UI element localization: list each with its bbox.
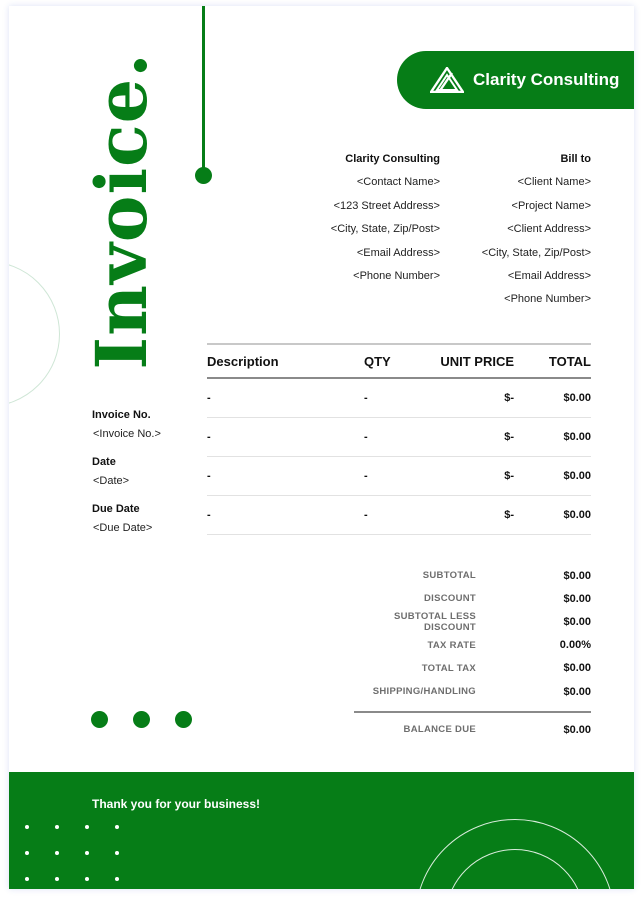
column-unit-price: UNIT PRICE — [440, 353, 514, 369]
totals-label: SUBTOTAL — [422, 570, 476, 582]
totals-value: $0.00 — [563, 569, 591, 582]
date-value: <Date> — [93, 475, 130, 487]
footer-band — [9, 772, 634, 889]
balance-due-row — [345, 718, 591, 741]
cell-qty: - — [364, 431, 368, 443]
dot — [175, 711, 192, 728]
decorative-dot-grid — [25, 825, 145, 881]
totals-value: $0.00 — [563, 685, 591, 698]
totals-label: SUBTOTAL LESS DISCOUNT — [393, 610, 476, 633]
totals-block — [345, 564, 591, 741]
triangle-logo-icon — [430, 67, 464, 93]
cell-total: $0.00 — [563, 431, 591, 443]
totals-row-tax-rate — [345, 634, 591, 657]
thank-you-message: Thank you for your business! — [92, 797, 261, 811]
bill-to-heading: Bill to — [560, 153, 591, 165]
totals-value: $0.00 — [563, 662, 591, 675]
bill-to-block — [459, 148, 591, 312]
column-qty: QTY — [364, 353, 391, 369]
brand-name: Clarity Consulting — [473, 70, 620, 89]
cell-unit-price: $- — [504, 509, 514, 521]
decorative-ring-left — [9, 261, 60, 407]
totals-row-discount — [345, 587, 591, 610]
cell-total: $0.00 — [563, 392, 591, 404]
table-row — [207, 457, 591, 496]
sender-line: <City, State, Zip/Post> — [330, 223, 440, 236]
sender-line: <123 Street Address> — [333, 199, 440, 212]
cell-description: - — [207, 392, 211, 404]
balance-due-label: BALANCE DUE — [403, 724, 476, 736]
cell-unit-price: $- — [504, 392, 514, 404]
totals-label: TOTAL TAX — [421, 662, 476, 674]
bill-to-line: <City, State, Zip/Post> — [481, 246, 591, 259]
bill-to-line: <Project Name> — [511, 199, 591, 212]
totals-row-subtotal — [345, 564, 591, 587]
column-description: Description — [207, 353, 279, 369]
decorative-vertical-line — [202, 6, 205, 174]
totals-value: $0.00 — [563, 615, 591, 628]
totals-row-subtotal-less-discount — [345, 610, 591, 633]
balance-rule — [354, 711, 591, 713]
sender-block — [309, 148, 440, 288]
line-items-table — [207, 343, 591, 535]
totals-row-total-tax — [345, 657, 591, 680]
table-header — [207, 345, 591, 377]
dot — [91, 711, 108, 728]
totals-value: $0.00 — [563, 592, 591, 605]
cell-total: $0.00 — [563, 470, 591, 482]
cell-unit-price: $- — [504, 470, 514, 482]
table-row — [207, 496, 591, 535]
cell-qty: - — [364, 392, 368, 404]
cell-description: - — [207, 431, 211, 443]
bill-to-line: <Client Name> — [517, 176, 591, 189]
totals-label: DISCOUNT — [423, 593, 476, 605]
due-date-label: Due Date — [92, 503, 140, 515]
bill-to-line: <Email Address> — [507, 270, 591, 283]
cell-description: - — [207, 470, 211, 482]
totals-label: TAX RATE — [427, 639, 476, 651]
decorative-line-dot — [195, 167, 212, 184]
date-label: Date — [92, 456, 116, 468]
sender-line: <Contact Name> — [356, 176, 440, 189]
title-container — [77, 46, 167, 376]
totals-label: SHIPPING/HANDLING — [372, 686, 476, 698]
invoice-title: Invoice. — [80, 52, 163, 370]
sender-line: <Phone Number> — [353, 270, 440, 283]
invoice-page — [9, 6, 634, 889]
table-row — [207, 379, 591, 418]
totals-value: 0.00% — [559, 639, 591, 652]
sender-heading: Clarity Consulting — [345, 153, 440, 165]
totals-row-shipping — [345, 680, 591, 703]
invoice-number-label: Invoice No. — [92, 409, 151, 421]
table-row — [207, 418, 591, 457]
due-date-value: <Due Date> — [93, 522, 153, 534]
sender-line: <Email Address> — [356, 246, 440, 259]
cell-qty: - — [364, 509, 368, 521]
dot — [133, 711, 150, 728]
invoice-number-value: <Invoice No.> — [93, 428, 161, 440]
cell-unit-price: $- — [504, 431, 514, 443]
cell-description: - — [207, 509, 211, 521]
brand-banner — [397, 51, 634, 109]
column-total: TOTAL — [548, 353, 591, 369]
cell-qty: - — [364, 470, 368, 482]
bill-to-line: <Phone Number> — [504, 293, 591, 306]
balance-due-value: $0.00 — [563, 723, 591, 736]
cell-total: $0.00 — [563, 509, 591, 521]
invoice-meta — [92, 406, 202, 547]
decorative-dots — [91, 711, 192, 728]
bill-to-line: <Client Address> — [507, 223, 591, 236]
